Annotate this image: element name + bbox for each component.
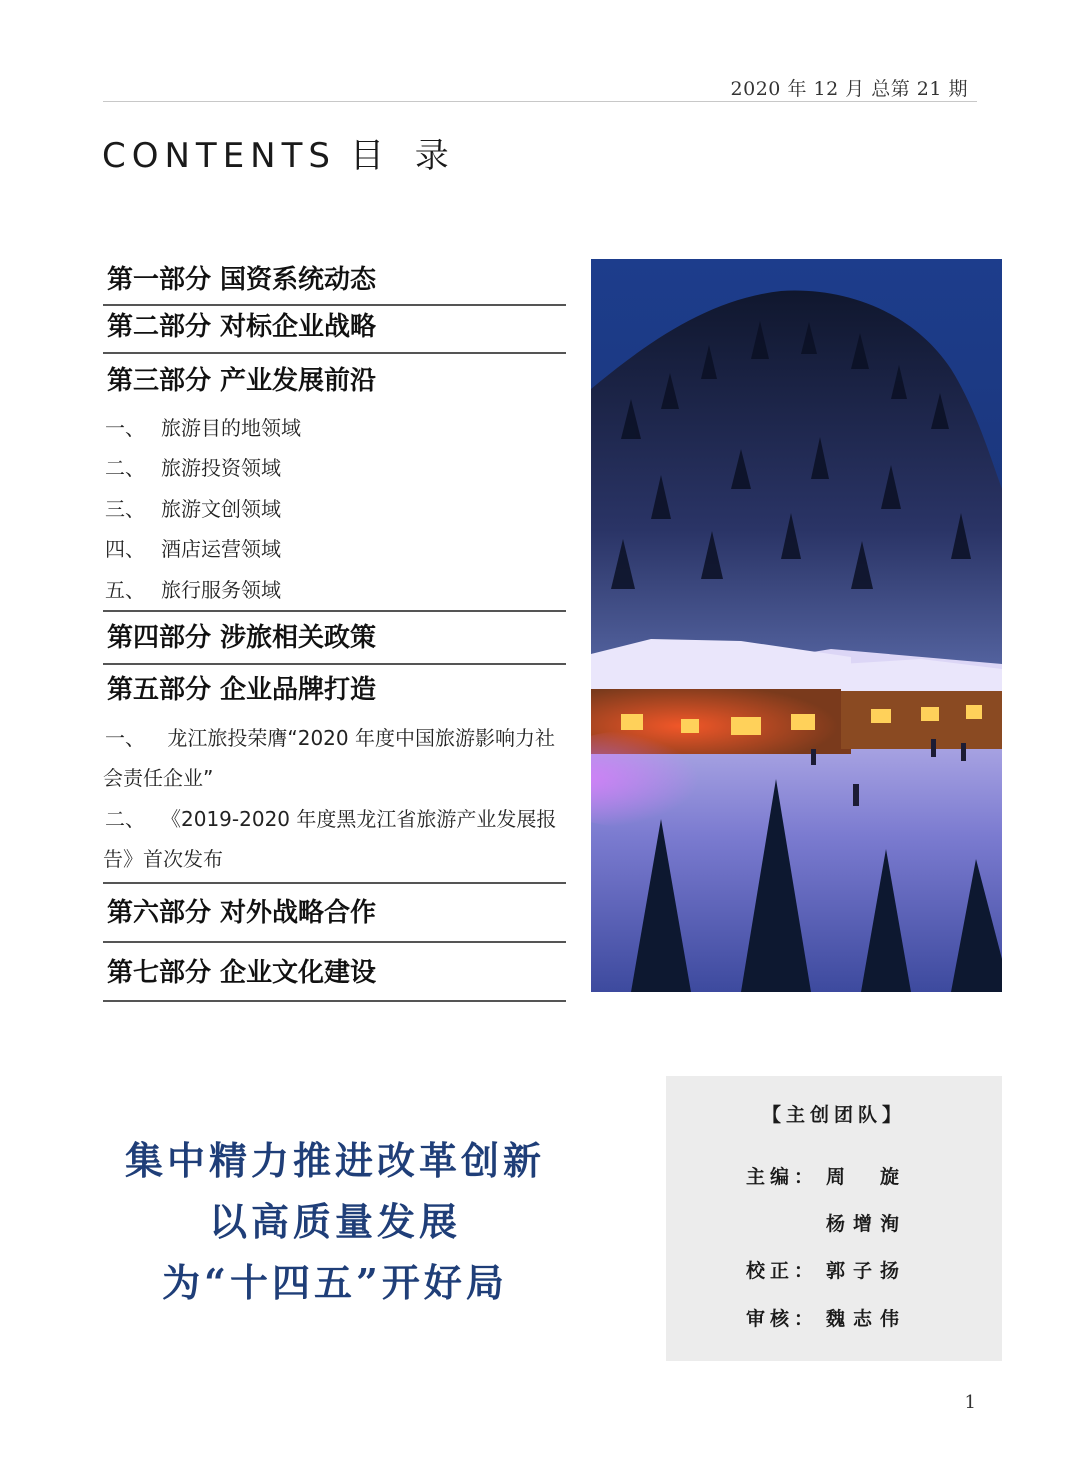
- toc-sub-item[interactable]: 五、 旅行服务领域: [105, 577, 281, 602]
- page-number: 1: [964, 1392, 976, 1413]
- contents-title-cn: 目 录: [349, 136, 459, 176]
- toc-sub-item[interactable]: 三、 旅游文创领域: [105, 496, 281, 521]
- toc-part-5-items: [103, 713, 566, 880]
- toc-part-1[interactable]: 第一部分 国资系统动态: [107, 265, 377, 295]
- header-divider: [103, 101, 977, 102]
- issue-info: 2020 年 12 月 总第 21 期: [730, 78, 968, 100]
- contents-title-en: CONTENTS: [102, 136, 336, 176]
- contents-title: [102, 128, 459, 177]
- snow-village-photo: [591, 259, 1002, 992]
- toc-sub-item[interactable]: 四、 酒店运营领域: [105, 537, 281, 562]
- review-label: 审核：: [746, 1308, 819, 1330]
- editor-name-1: 周 旋: [826, 1166, 908, 1188]
- toc-part-5[interactable]: 第五部分 企业品牌打造: [107, 674, 377, 705]
- team-review-row: [746, 1304, 907, 1331]
- toc-part-6[interactable]: 第六部分 对外战略合作: [107, 897, 377, 928]
- slogan: [100, 1130, 570, 1313]
- team-box: [666, 1076, 1002, 1361]
- toc-part-3[interactable]: 第三部分 产业发展前沿: [107, 366, 377, 396]
- editor-name-2: 杨增洵: [826, 1213, 908, 1235]
- proof-name: 郭子扬: [826, 1260, 908, 1282]
- toc-sub-item[interactable]: 一、 旅游目的地领域: [105, 415, 301, 440]
- toc-part-2[interactable]: 第二部分 对标企业战略: [107, 312, 377, 342]
- slogan-line-2: 以高质量发展: [208, 1199, 461, 1244]
- toc-sub-item[interactable]: 二、 旅游投资领域: [105, 456, 281, 481]
- proof-label: 校正：: [746, 1260, 819, 1282]
- team-editor-row: [746, 1162, 907, 1189]
- toc-sub-item[interactable]: 一、 龙江旅投荣膺“2020 年度中国旅游影响力社会责任企业”: [103, 725, 555, 790]
- toc-part-4[interactable]: 第四部分 涉旅相关政策: [107, 622, 377, 653]
- slogan-line-3: 为“十四五”开好局: [162, 1260, 508, 1305]
- team-proof-row: [746, 1256, 907, 1283]
- team-editor-row-2: [746, 1209, 907, 1236]
- toc-sub-item[interactable]: 二、 《2019-2020 年度黑龙江省旅游产业发展报告》首次发布: [103, 806, 557, 871]
- table-of-contents: [103, 258, 566, 1002]
- editor-label: 主编：: [746, 1166, 819, 1188]
- toc-part-7[interactable]: 第七部分 企业文化建设: [107, 957, 377, 988]
- toc-part-3-items: [103, 404, 566, 609]
- review-name: 魏志伟: [826, 1308, 908, 1330]
- slogan-line-1: 集中精力推进改革创新: [124, 1138, 545, 1183]
- team-title: 【主创团队】: [761, 1104, 906, 1126]
